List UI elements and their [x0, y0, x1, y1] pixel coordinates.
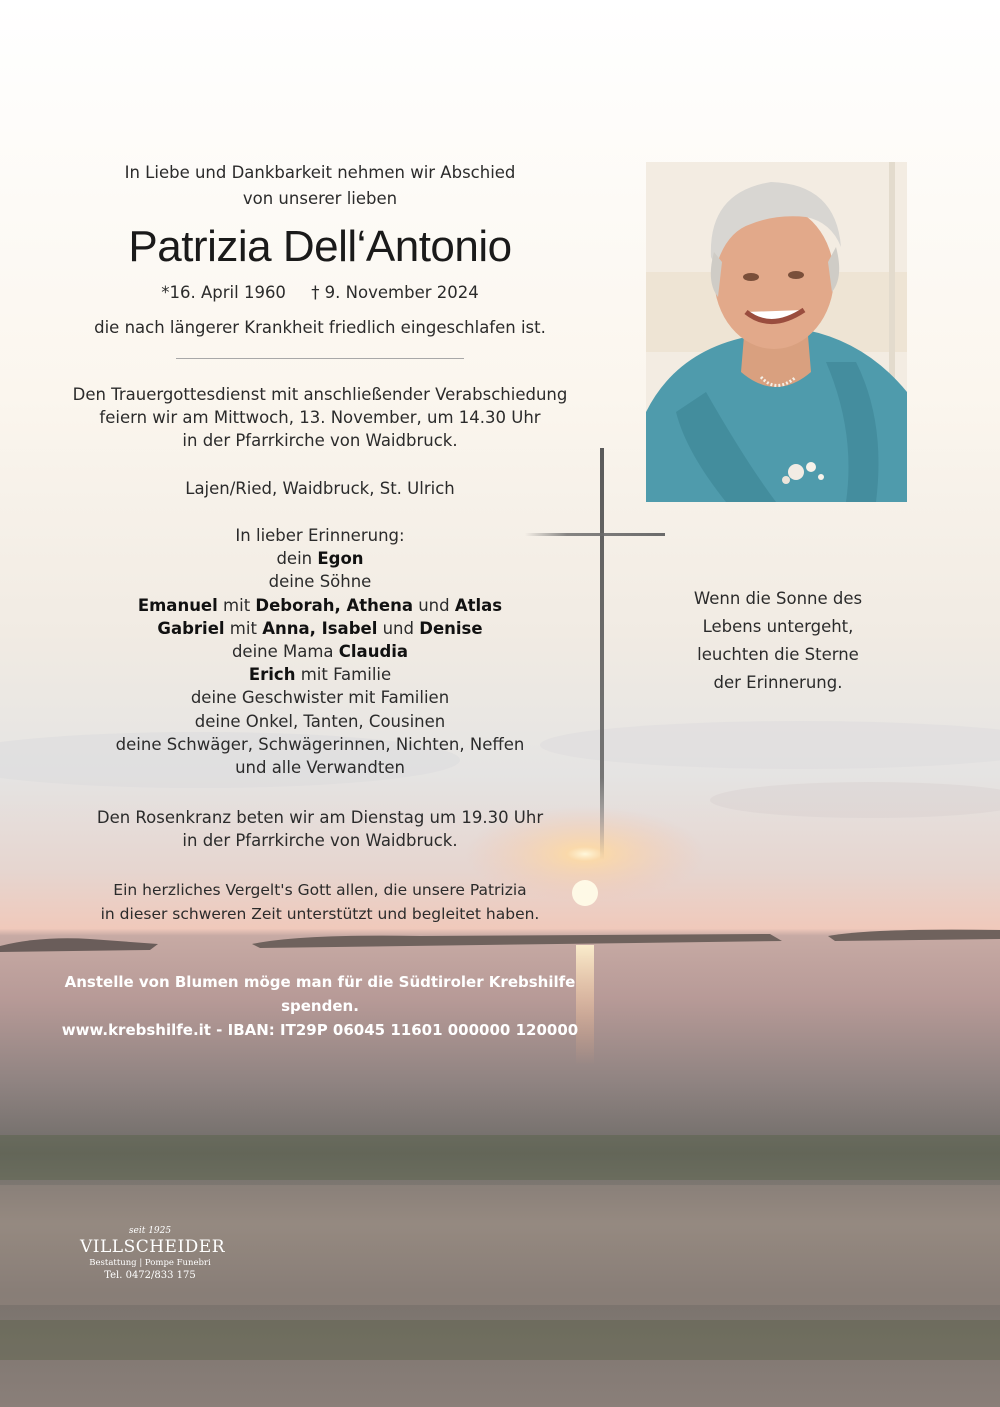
- mourner-line: deine Onkel, Tanten, Cousinen: [194, 711, 446, 731]
- donation-note: [60, 970, 580, 1042]
- rosary-line-1: Den Rosenkranz beten wir am Dienstag um 19.30 Uhr: [96, 808, 544, 827]
- donation-line-2: www.krebshilfe.it - IBAN: IT29P 06045 11601 000000 120000: [61, 1021, 579, 1039]
- memorial-quote: [678, 585, 878, 697]
- birth-date: *16. April 1960: [161, 283, 286, 302]
- funeral-line-1: Den Trauergottesdienst mit anschließender Verabschiedung: [72, 385, 568, 404]
- thanks-line-2: in dieser schweren Zeit unterstützt und begleitet haben.: [100, 905, 540, 923]
- divider: [176, 358, 464, 359]
- deceased-name: Patrizia Dell‘Antonio: [128, 222, 512, 271]
- intro-text: [70, 160, 570, 212]
- mourner-line: Erich mit Familie: [248, 665, 392, 685]
- life-dates: [70, 283, 570, 302]
- mourners-list: [70, 524, 570, 779]
- rosary-info: [70, 806, 570, 852]
- quote-line-1: Wenn die Sonne des: [693, 589, 863, 608]
- cross-icon: [525, 448, 665, 860]
- rosary-line-2: in der Pfarrkirche von Waidbruck.: [182, 831, 458, 851]
- quote-line-2: Lebens untergeht,: [702, 617, 854, 636]
- mourner-line: deine Geschwister mit Familien: [190, 688, 450, 708]
- thanks-line-1: Ein herzliches Vergelt's Gott allen, die unsere Patrizia: [113, 881, 527, 899]
- funeral-home-logo: [80, 1226, 226, 1281]
- places: Lajen/Ried, Waidbruck, St. Ulrich: [185, 479, 455, 498]
- intro-line-1: In Liebe und Dankbarkeit nehmen wir Abschied: [124, 163, 516, 182]
- mourner-line: deine Schwäger, Schwägerinnen, Nichten, Neffen: [115, 734, 525, 754]
- intro-line-2: von unserer lieben: [242, 189, 398, 208]
- illness-note: die nach längerer Krankheit friedlich eingeschlafen ist.: [94, 318, 546, 337]
- thanks-note: [70, 878, 570, 926]
- logo-subtitle: Bestattung | Pompe Funebri: [89, 1258, 211, 1268]
- donation-line-1: Anstelle von Blumen möge man für die Südtiroler Krebshilfe spenden.: [64, 973, 576, 1015]
- mourner-line: deine Söhne: [268, 572, 372, 592]
- portrait-photo: [646, 162, 907, 502]
- mourner-line: deine Mama Claudia: [231, 642, 409, 662]
- funeral-info: [70, 383, 570, 453]
- quote-line-4: der Erinnerung.: [713, 673, 843, 692]
- funeral-line-2: feiern wir am Mittwoch, 13. November, um 14.30 Uhr: [99, 408, 541, 428]
- mourner-line: Gabriel mit Anna, Isabel und Denise: [157, 618, 483, 638]
- mourner-line: Emanuel mit Deborah, Athena und Atlas: [137, 595, 503, 615]
- funeral-line-3: in der Pfarrkirche von Waidbruck.: [182, 431, 458, 451]
- mourner-line: und alle Verwandten: [235, 758, 405, 778]
- logo-since: seit 1925: [128, 1226, 172, 1236]
- logo-phone: Tel. 0472/833 175: [104, 1270, 196, 1281]
- logo-brand: VILLSCHEIDER: [80, 1237, 226, 1257]
- death-date: † 9. November 2024: [311, 283, 479, 302]
- mourner-line: dein Egon: [276, 549, 364, 569]
- quote-line-3: leuchten die Sterne: [697, 645, 859, 664]
- memory-heading: In lieber Erinnerung:: [235, 526, 405, 545]
